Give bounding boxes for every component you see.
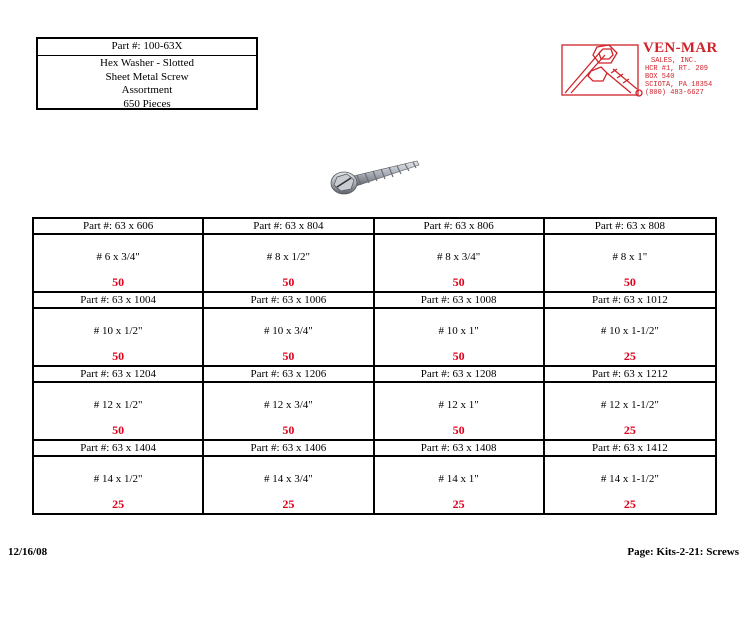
piece-count: 25 [623,497,636,511]
footer-page-label: Page: Kits-2-21: Screws [627,546,739,558]
part-number: Part #: 63 x 808 [545,219,715,235]
part-number: Part #: 63 x 1006 [204,293,372,309]
screw-size: # 14 x 1-1/2" [600,473,659,485]
part-number: Part #: 63 x 1408 [375,441,543,457]
kit-desc-line: Hex Washer - Slotted [100,57,194,69]
screw-size: # 12 x 1-1/2" [600,399,659,411]
piece-count: 25 [282,497,295,511]
kit-header-box [36,37,258,110]
screw-size: # 10 x 1-1/2" [600,325,659,337]
part-body [34,235,202,291]
part-body [375,309,543,365]
part-number: Part #: 63 x 806 [375,219,543,235]
piece-count: 50 [452,349,465,363]
part-cell [34,293,204,367]
company-address-line: SALES, INC. [651,57,698,65]
part-cell [375,441,545,513]
part-cell [545,367,715,441]
footer-date: 12/16/08 [8,546,48,558]
part-cell [545,293,715,367]
piece-count: 50 [112,349,125,363]
part-number: Part #: 63 x 1208 [375,367,543,383]
part-body [545,457,715,513]
kit-desc-line: 650 Pieces [123,97,171,110]
company-address-line: BOX 540 [645,73,675,81]
part-cell [34,219,204,293]
screw-size: # 14 x 3/4" [263,473,313,485]
part-cell [204,219,374,293]
part-number: Part #: 63 x 1206 [204,367,372,383]
part-body [34,383,202,439]
piece-count: 25 [452,497,465,511]
piece-count: 25 [623,349,636,363]
part-body [204,383,372,439]
part-number: Part #: 63 x 1212 [545,367,715,383]
piece-count: 25 [112,497,125,511]
piece-count: 50 [112,423,125,437]
part-number: Part #: 63 x 1008 [375,293,543,309]
company-phone: (800) 483-6627 [645,89,704,97]
part-body [375,457,543,513]
piece-count: 50 [112,275,125,289]
part-cell [375,219,545,293]
kit-desc-line: Sheet Metal Screw [105,70,189,83]
piece-count: 50 [452,423,465,437]
screw-size: # 10 x 1" [438,325,479,337]
part-cell [375,367,545,441]
bolt-nut-logo-icon [561,43,643,98]
screw-size: # 12 x 1/2" [93,399,143,411]
part-number: Part #: 63 x 1404 [34,441,202,457]
screw-size: # 12 x 1" [438,399,479,411]
part-number: Part #: 63 x 1012 [545,293,715,309]
screw-size: # 10 x 1/2" [93,325,143,337]
parts-table [32,217,717,515]
part-cell [545,219,715,293]
piece-count: 50 [282,349,295,363]
part-body [204,309,372,365]
piece-count: 50 [452,275,465,289]
piece-count: 50 [282,275,295,289]
part-number: Part #: 63 x 606 [34,219,202,235]
company-name: VEN-MAR [643,40,718,56]
part-number: Part #: 63 x 1204 [34,367,202,383]
kit-desc-line: Assortment [121,84,173,96]
screw-size: # 14 x 1" [438,473,479,485]
part-cell [204,293,374,367]
company-address-line: HCR #1, RT. 209 [645,65,709,73]
kit-description [38,56,256,111]
part-body [375,235,543,291]
piece-count: 25 [623,423,636,437]
part-body [545,383,715,439]
screw-size: # 8 x 1" [612,251,648,263]
part-number: Part #: 63 x 804 [204,219,372,235]
screw-size: # 10 x 3/4" [263,325,313,337]
piece-count: 50 [623,275,636,289]
part-number: Part #: 63 x 1406 [204,441,372,457]
part-cell [34,441,204,513]
part-number: Part #: 63 x 1004 [34,293,202,309]
part-body [34,309,202,365]
part-body [204,235,372,291]
screw-size: # 8 x 3/4" [436,251,481,263]
screw-size: # 12 x 3/4" [263,399,313,411]
screw-size: # 6 x 3/4" [96,251,140,263]
kit-part-number: Part #: 100-63X [38,39,256,56]
company-logo [561,40,731,98]
part-body [375,383,543,439]
part-cell [545,441,715,513]
hex-washer-screw-icon [327,155,422,195]
part-body [204,457,372,513]
part-cell [204,441,374,513]
part-body [545,235,715,291]
screw-size: # 14 x 1/2" [93,473,143,485]
part-number: Part #: 63 x 1412 [545,441,715,457]
screw-size: # 8 x 1/2" [266,251,311,263]
part-cell [375,293,545,367]
part-cell [34,367,204,441]
part-body [34,457,202,513]
part-cell [204,367,374,441]
company-address-line: SCIOTA, PA 18354 [645,81,713,89]
part-body [545,309,715,365]
piece-count: 50 [282,423,295,437]
